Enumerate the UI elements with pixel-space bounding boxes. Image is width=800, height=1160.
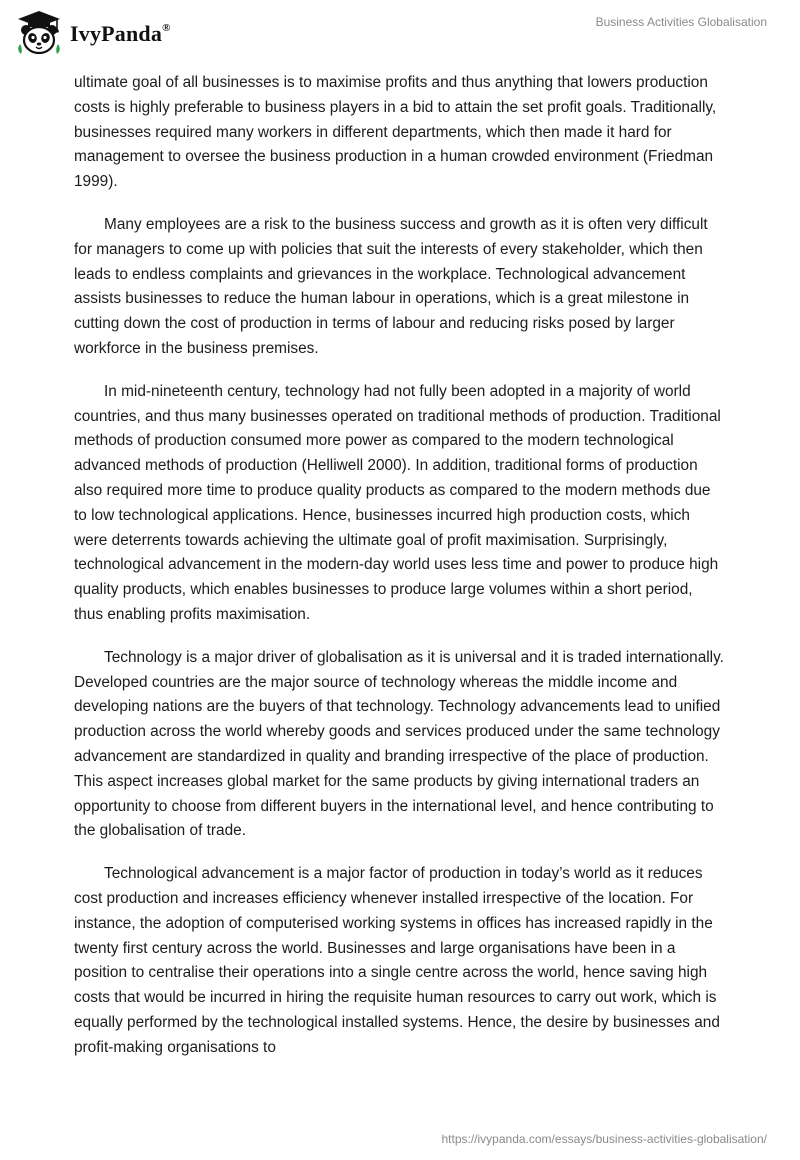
brand-name: IvyPanda® <box>70 21 171 46</box>
paragraph: Technology is a major driver of globalisation as it is universal and it is traded internationally. Developed countries are the major source of technology whereas the middle income and developing nations are the buyers of that technology. Technology advancements lead to unified production across the world whereby goods and services produced under the same technology advancement are standardized in quality and branding irrespective of the place of production. This aspect increases global market for the same products by giving international traders an opportunity to choose from different buyers in the international level, and hence contributing to the globalisation of trade. <box>74 648 724 840</box>
source-url[interactable]: https://ivypanda.com/essays/business-activities-globalisation/ <box>441 1132 767 1146</box>
graduation-panda-logo-icon <box>14 8 64 58</box>
brand-logo[interactable] <box>14 8 171 58</box>
page-header <box>0 0 800 70</box>
paragraph: Technological advancement is a major factor of production in today’s world as it reduces cost production and increases efficiency whenever installed irrespective of the location. For instance, the adoption of computerised working systems in offices has increased rapidly in the twenty first century across the world. Businesses and large organisations have been in a position to centralise their operations into a single centre across the world, hence saving high costs that would be incurred in hiring the requisite human resources to carry out work, which is equally performed by the technological installed systems. Hence, the desire by businesses and profit-making organisations to <box>74 865 720 1056</box>
article-body <box>74 71 724 1078</box>
paragraph: In mid-nineteenth century, technology had not fully been adopted in a majority of world countries, and thus many businesses operated on traditional methods of production. Traditional methods of production consumed more power as compared to the modern technological advanced methods of production (Helliwell 2000). In addition, traditional forms of production also required more time to produce quality products as compared to the modern methods due to low technological applications. Hence, businesses incurred high production costs, which were deterrents towards achieving the ultimate goal of profit maximisation. Surprisingly, technological advancement in the modern-day world uses less time and power to produce high quality products, which enables businesses to produce large volumes within a short period, thus enabling profits maximisation. <box>74 382 721 623</box>
paragraph: ultimate goal of all businesses is to maximise profits and thus anything that lowers production costs is highly preferable to business players in a bid to attain the set profit goals. Traditionally, businesses required many workers in different departments, which then made it hard for management to oversee the business production in a human crowded environment (Friedman 1999). <box>74 74 717 191</box>
document-title: Business Activities Globalisation <box>595 15 767 29</box>
paragraph: Many employees are a risk to the business success and growth as it is often very difficult for managers to come up with policies that suit the interests of every stakeholder, which then leads to endless complaints and grievances in the workplace. Technological advancement assists businesses to reduce the human labour in operations, which is a great milestone in cutting down the cost of production in terms of labour and reducing risks posed by larger workforce in the business premises. <box>74 215 708 357</box>
